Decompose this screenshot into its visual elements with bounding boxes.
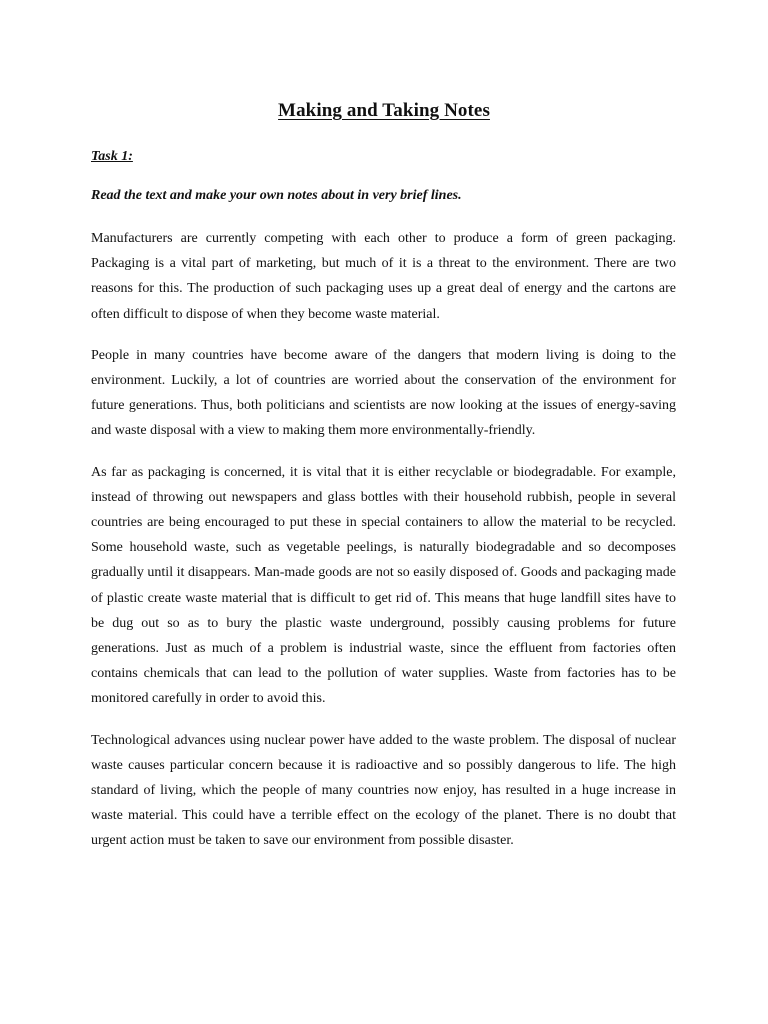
paragraph-1: Manufacturers are currently competing with each other to produce a form of green packaging. Packaging is a vital part of marketing, but much of it is a threat to the environment. There are two reasons for this. The production of such packaging uses up a great deal of energy and the cartons are often difficult to dispose of when they become waste material. — [91, 231, 676, 322]
page-title: Making and Taking Notes — [278, 100, 490, 121]
task-instruction: Read the text and make your own notes about in very brief lines. — [91, 188, 462, 203]
paragraph-3: As far as packaging is concerned, it is vital that it is either recyclable or biodegradable. For example, instead of throwing out newspapers and glass bottles with their household rubbish, people in several countries are being encouraged to put these in special containers to allow the material to be recycled. Some household waste, such as vegetable peelings, is naturally biodegradable and so decomposes gradually until it disappears. Man-made goods are not so easily disposed of. Goods and packaging made of plastic create waste material that is difficult to get rid of. This means that huge landfill sites have to be dug out so as to bury the plastic waste underground, possibly causing problems for future generations. Just as much of a problem is industrial waste, since the effluent from factories often contains chemicals that can lead to the pollution of water supplies. Waste from factories has to be monitored carefully in order to avoid this. — [91, 464, 676, 707]
paragraph-4: Technological advances using nuclear power have added to the waste problem. The disposal of nuclear waste causes particular concern because it is radioactive and so possibly dangerous to life. The high standard of living, which the people of many countries now enjoy, has resulted in a huge increase in waste material. This could have a terrible effect on the ecology of the planet. There is no doubt that urgent action must be taken to save our environment from possible disaster. — [91, 732, 676, 849]
paragraph-2: People in many countries have become aware of the dangers that modern living is doing to the environment. Luckily, a lot of countries are worried about the conservation of the environment for future generations. Thus, both politicians and scientists are now looking at the issues of energy-saving and waste disposal with a view to making them more environmentally-friendly. — [91, 347, 676, 439]
body-text — [91, 226, 676, 870]
task-label: Task 1: — [91, 149, 133, 164]
